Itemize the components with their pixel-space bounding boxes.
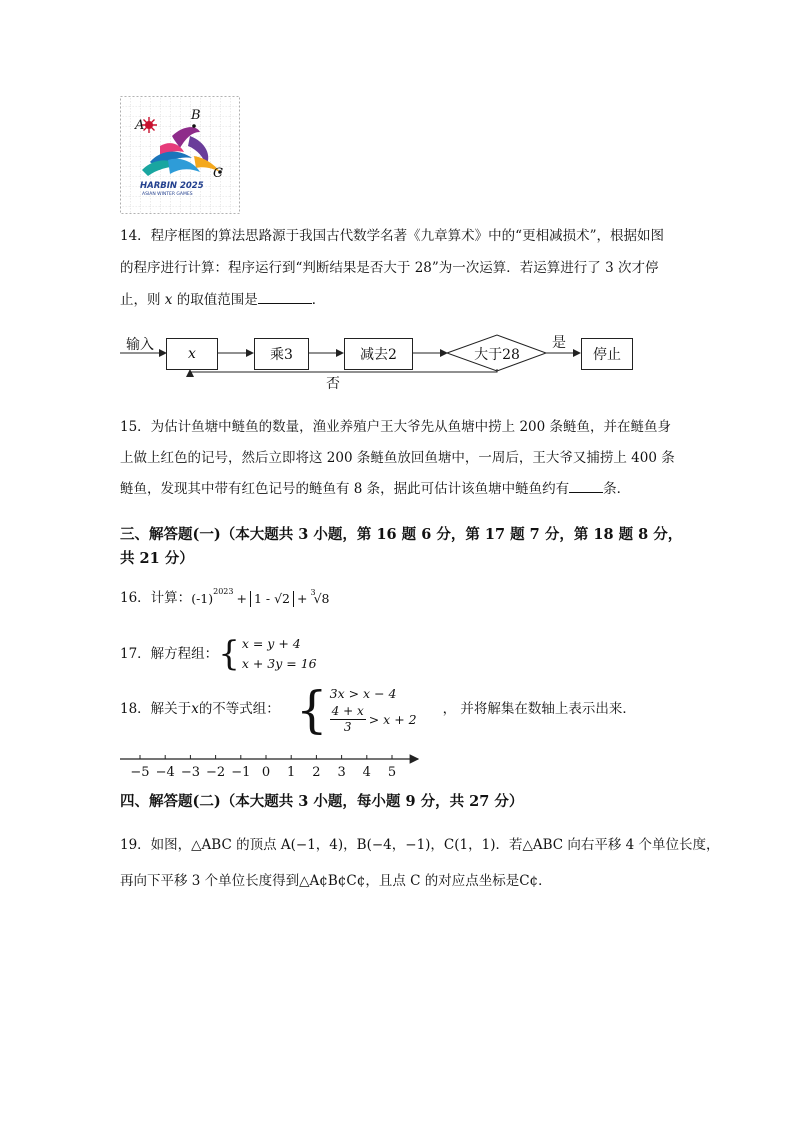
q15-line3-pre: 鲢鱼，发现其中带有红色记号的鲢鱼有 8 条，据此可估计该鱼塘中鲢鱼约有 — [120, 481, 570, 497]
q18 — [120, 680, 636, 739]
q17-brace: { — [218, 634, 240, 674]
flow-yes-label: 是 — [552, 335, 566, 351]
q18-frac-den: 3 — [343, 720, 352, 734]
section3-heading-line1: 三、解答题(一)（本大题共 3 小题，第 16 题 6 分，第 17 题 7 分，第 18 题 8 分， — [120, 526, 683, 543]
number-line-tick-label: 1 — [287, 765, 296, 780]
number-line-tick-label: 0 — [261, 765, 271, 780]
q17-label: 17．解方程组： — [120, 645, 219, 662]
q14-var: x — [164, 292, 173, 308]
q18-system — [330, 684, 417, 735]
q15-line3 — [120, 475, 630, 504]
flowchart — [120, 328, 640, 392]
q14-line3-end: ． — [311, 292, 326, 308]
number-line-tick-label: 2 — [312, 765, 321, 780]
q16-root-index: 3 — [310, 588, 316, 597]
q15-line1: 15．为估计鱼塘中鲢鱼的数量，渔业养殖户王大爷先从鱼塘中捞上 200 条鲢鱼，并在鲢鱼身 — [120, 419, 672, 435]
q18-label-post: 的不等式组： — [198, 701, 280, 717]
logo-figure — [120, 96, 240, 214]
q16-label: 16．计算： — [120, 590, 192, 606]
asian-games-logo-grid — [120, 96, 240, 214]
number-line-tick-label: −1 — [231, 765, 251, 780]
q17-system — [242, 634, 317, 674]
q17-eq2: x + 3y = 16 — [241, 656, 317, 671]
logo-wordmark: HARBIN 2025 — [140, 181, 204, 191]
number-line-tick-label: −4 — [155, 765, 175, 780]
q16-exponent: 2023 — [213, 587, 234, 596]
number-line-tick-label: 3 — [337, 765, 346, 780]
q16-abs-value: 1 - √2 — [250, 591, 294, 607]
q16 — [120, 584, 330, 613]
flow-decision-text: 大于28 — [474, 347, 520, 363]
q17-eq1: x = y + 4 — [241, 636, 301, 651]
flow-box-subtract: 减去2 — [344, 338, 413, 370]
q14-line3-pre: 止，则 — [120, 292, 161, 308]
section4-heading: 四、解答题(二)（本大题共 3 小题，每小题 9 分，共 27 分） — [120, 793, 524, 810]
q16-plus1: + — [236, 591, 247, 606]
section3-heading-line2: 共 21 分） — [120, 550, 194, 567]
q16-base: (-1) — [191, 591, 214, 606]
q18-tail: ， 并将解集在数轴上表示出来． — [442, 701, 636, 717]
number-line-svg — [120, 750, 420, 782]
q14-line3-post: 的取值范围是 — [176, 292, 258, 308]
flow-box-stop: 停止 — [581, 338, 633, 370]
q15-line3-post: 条． — [603, 481, 631, 497]
q14-answer-blank[interactable] — [258, 289, 312, 304]
q18-var: x — [191, 701, 199, 717]
number-line-tick-label: −3 — [180, 765, 200, 780]
q16-radicand: √8 — [313, 591, 330, 606]
q19-line1: 19．如图，△ABC 的顶点 A(−1，4)，B(−4，−1)，C(1，1)．若△ABC 向右平移 4 个单位长度， — [120, 837, 720, 853]
q18-brace: { — [295, 680, 328, 739]
label-b: B — [191, 108, 201, 123]
q15-line2: 上做上红色的记号，然后立即将这 200 条鲢鱼放回鱼塘中，一周后，王大爷又捕捞上 400 条 — [120, 450, 675, 466]
flow-no-label: 否 — [326, 376, 340, 392]
number-line — [120, 750, 420, 782]
number-line-tick-label: 5 — [387, 765, 397, 780]
q18-frac-num: 4 + x — [331, 704, 364, 718]
q15-answer-blank[interactable] — [569, 478, 603, 493]
label-a: A — [135, 118, 145, 133]
label-c: C — [213, 166, 223, 181]
q19-line2: 再向下平移 3 个单位长度得到△A¢B¢C¢，且点 C 的对应点坐标是C¢． — [120, 873, 552, 889]
number-line-tick-label: −5 — [130, 765, 150, 780]
flow-box-multiply: 乘3 — [254, 338, 309, 370]
flow-input-label: 输入 — [126, 337, 154, 353]
flow-box-x: x — [166, 338, 218, 370]
q14-line2: 的程序进行计算：程序运行到“判断结果是否大于 28”为一次运算．若运算进行了 3 次才停 — [120, 260, 659, 276]
q17 — [120, 634, 317, 674]
number-line-tick-label: 4 — [362, 765, 371, 780]
number-line-tick-label: −2 — [206, 765, 226, 780]
q18-ineq2-rest: > x + 2 — [368, 711, 417, 727]
q14-line3 — [120, 286, 325, 315]
q16-plus2: + — [297, 591, 308, 606]
q18-fraction — [330, 704, 366, 735]
q14-line1: 14．程序框图的算法思路源于我国古代数学名著《九章算术》中的“更相减损术”，根据如图 — [120, 228, 664, 244]
q18-ineq2 — [330, 704, 417, 735]
logo-subtitle: ASIAN WINTER GAMES — [142, 192, 193, 197]
q18-ineq1: 3x > x − 4 — [329, 686, 397, 701]
q18-label-pre: 18．解关于 — [120, 701, 192, 717]
